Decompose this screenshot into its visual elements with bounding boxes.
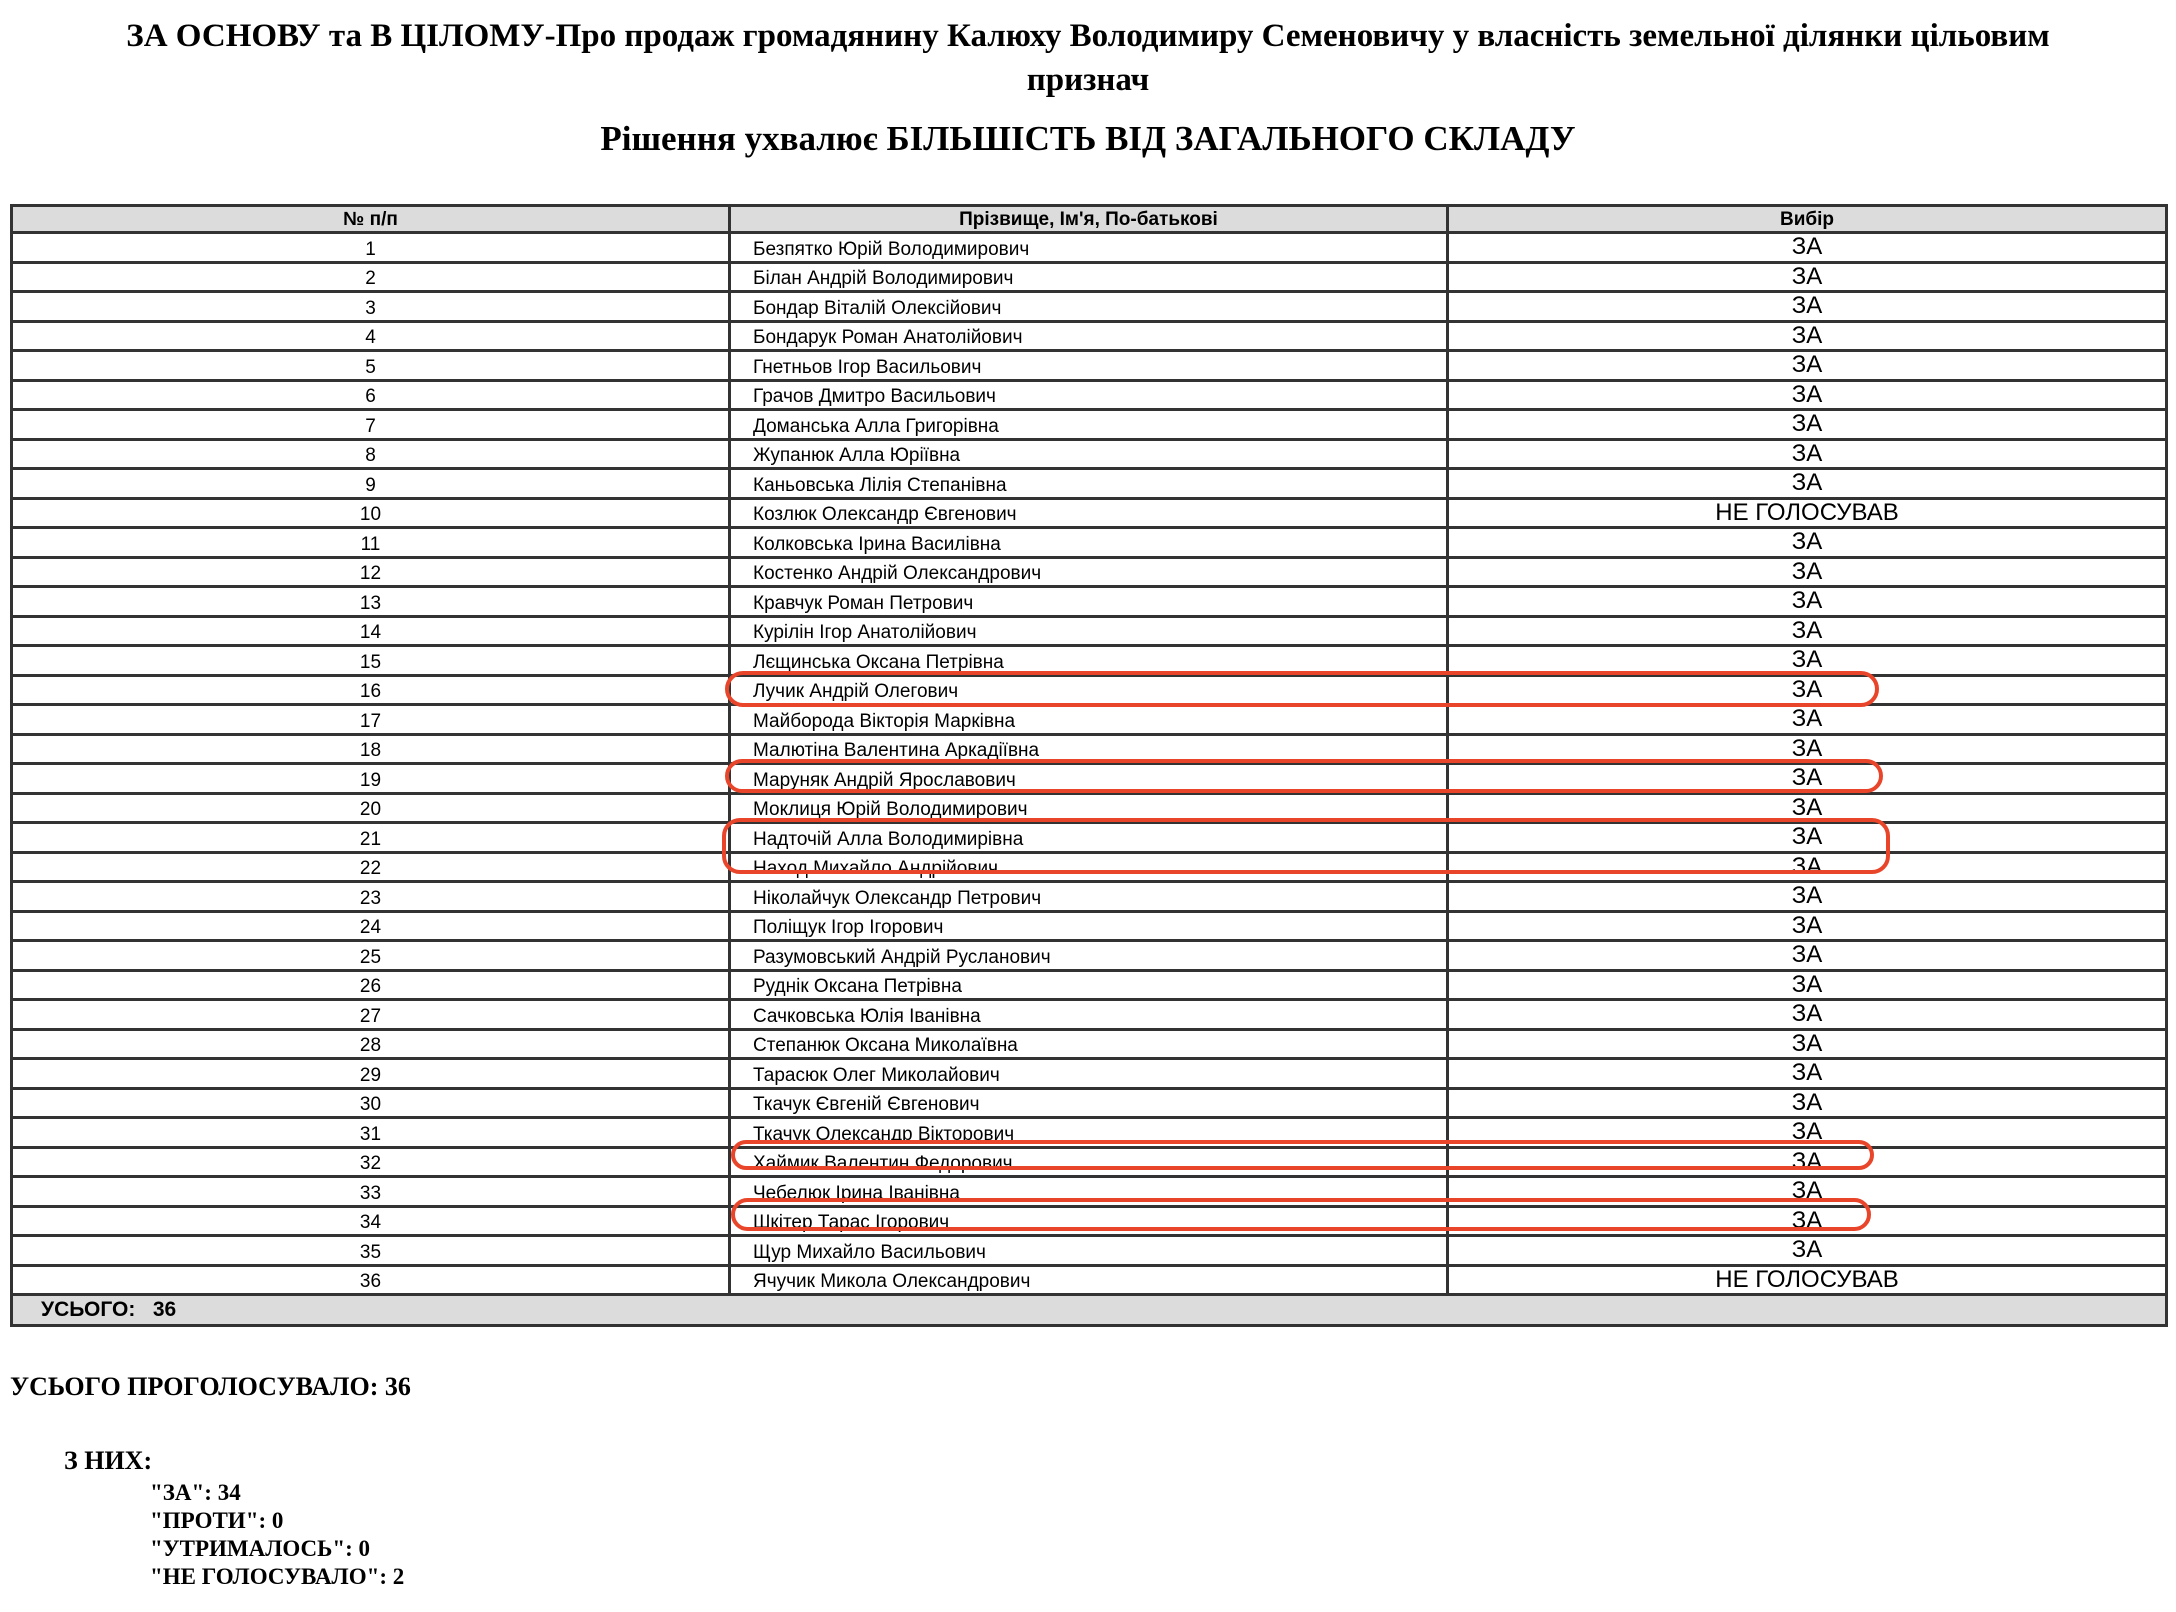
row-number: 8 (12, 439, 730, 469)
table-row (12, 469, 2167, 499)
table-row (12, 439, 2167, 469)
stat-proty: "ПРОТИ": 0 (150, 1508, 284, 1533)
row-number: 4 (12, 321, 730, 351)
deputy-name: Безпятко Юрій Володимирович (730, 233, 1448, 263)
table-row (12, 410, 2167, 440)
stat-za: "ЗА": 34 (150, 1480, 241, 1505)
resolution-title: ЗА ОСНОВУ та В ЦІЛОМУ-Про продаж громадянину Калюху Володимиру Семеновичу у власність земельної ділянки цільовим (126, 18, 2050, 54)
table-row (12, 292, 2167, 322)
row-number: 16 (12, 675, 730, 705)
table-row (12, 1088, 2167, 1118)
table-row (12, 351, 2167, 381)
row-number: 33 (12, 1177, 730, 1207)
vote-choice: ЗА (1448, 616, 2167, 646)
deputy-name: Жупанюк Алла Юріївна (730, 439, 1448, 469)
vote-choice: ЗА (1448, 380, 2167, 410)
deputy-name: Майборода Вікторія Марківна (730, 705, 1448, 735)
deputy-name: Шкітер Тарас Ігорович (730, 1206, 1448, 1236)
row-number: 10 (12, 498, 730, 528)
deputy-name: Курілін Ігор Анатолійович (730, 616, 1448, 646)
deputy-name: Моклиця Юрій Володимирович (730, 793, 1448, 823)
vote-choice: ЗА (1448, 410, 2167, 440)
row-number: 36 (12, 1265, 730, 1295)
table-header-row (12, 206, 2167, 233)
deputy-name: Ткачук Євгеній Євгенович (730, 1088, 1448, 1118)
resolution-title-continued: признач (1026, 62, 1150, 98)
vote-choice: ЗА (1448, 321, 2167, 351)
total-count: УСЬОГО: 36 (12, 1295, 2167, 1326)
deputy-name: Лєщинська Оксана Петрівна (730, 646, 1448, 676)
row-number: 17 (12, 705, 730, 735)
deputy-name: Маруняк Андрій Ярославович (730, 764, 1448, 794)
table-row (12, 498, 2167, 528)
vote-choice: ЗА (1448, 734, 2167, 764)
table-row (12, 528, 2167, 558)
vote-choice: ЗА (1448, 528, 2167, 558)
vote-choice: ЗА (1448, 705, 2167, 735)
row-number: 5 (12, 351, 730, 381)
vote-choice: ЗА (1448, 262, 2167, 292)
row-number: 25 (12, 941, 730, 971)
vote-choice: ЗА (1448, 557, 2167, 587)
highlight-oval-row-34 (731, 1198, 1871, 1231)
table-row (12, 1059, 2167, 1089)
table-row (12, 882, 2167, 912)
deputy-name: Щур Михайло Васильович (730, 1236, 1448, 1266)
row-number: 6 (12, 380, 730, 410)
deputy-name: Білан Андрій Володимирович (730, 262, 1448, 292)
row-number: 35 (12, 1236, 730, 1266)
vote-choice: ЗА (1448, 970, 2167, 1000)
table-row (12, 587, 2167, 617)
row-number: 2 (12, 262, 730, 292)
row-number: 34 (12, 1206, 730, 1236)
vote-choice: ЗА (1448, 852, 2167, 882)
deputy-name: Сачковська Юлія Іванівна (730, 1000, 1448, 1030)
deputy-name: Каньовська Лілія Степанівна (730, 469, 1448, 499)
deputy-name: Хаймик Валентин Федорович (730, 1147, 1448, 1177)
of-them-label: З НИХ: (64, 1446, 153, 1475)
row-number: 15 (12, 646, 730, 676)
row-number: 23 (12, 882, 730, 912)
vote-choice: НЕ ГОЛОСУВАВ (1448, 1265, 2167, 1295)
vote-choice: ЗА (1448, 439, 2167, 469)
deputy-name: Ніколайчук Олександр Петрович (730, 882, 1448, 912)
highlight-oval-rows-21-22 (722, 818, 1890, 874)
vote-choice: ЗА (1448, 1177, 2167, 1207)
row-number: 24 (12, 911, 730, 941)
vote-choice: ЗА (1448, 882, 2167, 912)
deputy-name: Наход Михайло Андрійович (730, 852, 1448, 882)
vote-choice: ЗА (1448, 587, 2167, 617)
deputy-name: Колковська Ірина Василівна (730, 528, 1448, 558)
vote-choice: ЗА (1448, 1118, 2167, 1148)
vote-choice: ЗА (1448, 1236, 2167, 1266)
row-number: 26 (12, 970, 730, 1000)
table-row (12, 1000, 2167, 1030)
row-number: 13 (12, 587, 730, 617)
highlight-oval-row-32 (731, 1140, 1874, 1170)
table-row (12, 941, 2167, 971)
stat-utrymalos: "УТРИМАЛОСЬ": 0 (150, 1536, 371, 1561)
row-number: 11 (12, 528, 730, 558)
row-number: 21 (12, 823, 730, 853)
row-number: 18 (12, 734, 730, 764)
deputy-name: Чебелюк Ірина Іванівна (730, 1177, 1448, 1207)
table-row (12, 262, 2167, 292)
row-number: 29 (12, 1059, 730, 1089)
vote-choice: НЕ ГОЛОСУВАВ (1448, 498, 2167, 528)
deputy-name: Разумовський Андрій Русланович (730, 941, 1448, 971)
deputy-name: Гнетньов Ігор Васильович (730, 351, 1448, 381)
deputy-name: Бондарук Роман Анатолійович (730, 321, 1448, 351)
deputy-name: Малютіна Валентина Аркадіївна (730, 734, 1448, 764)
table-row (12, 233, 2167, 263)
vote-choice: ЗА (1448, 351, 2167, 381)
deputy-name: Поліщук Ігор Ігорович (730, 911, 1448, 941)
table-row (12, 1029, 2167, 1059)
deputy-name: Надточій Алла Володимирівна (730, 823, 1448, 853)
row-number: 19 (12, 764, 730, 794)
vote-choice: ЗА (1448, 1147, 2167, 1177)
column-header-choice: Вибір (1448, 206, 2167, 233)
deputy-name: Лучик Андрій Олегович (730, 675, 1448, 705)
deputy-name: Кравчук Роман Петрович (730, 587, 1448, 617)
vote-choice: ЗА (1448, 764, 2167, 794)
column-header-number: № п/п (12, 206, 730, 233)
deputy-name: Костенко Андрій Олександрович (730, 557, 1448, 587)
row-number: 27 (12, 1000, 730, 1030)
row-number: 14 (12, 616, 730, 646)
row-number: 7 (12, 410, 730, 440)
vote-choice: ЗА (1448, 941, 2167, 971)
table-row (12, 1236, 2167, 1266)
deputy-name: Доманська Алла Григорівна (730, 410, 1448, 440)
decision-rule: Рішення ухвалює БІЛЬШІСТЬ ВІД ЗАГАЛЬНОГО СКЛАДУ (600, 119, 1576, 158)
row-number: 20 (12, 793, 730, 823)
row-number: 30 (12, 1088, 730, 1118)
vote-choice: ЗА (1448, 1029, 2167, 1059)
highlight-oval-row-19 (725, 759, 1883, 793)
vote-choice: ЗА (1448, 1088, 2167, 1118)
stat-ne-golosuvalo: "НЕ ГОЛОСУВАЛО": 2 (150, 1564, 405, 1589)
row-number: 22 (12, 852, 730, 882)
table-row (12, 616, 2167, 646)
row-number: 9 (12, 469, 730, 499)
deputy-name: Грачов Дмитро Васильович (730, 380, 1448, 410)
total-voted: УСЬОГО ПРОГОЛОСУВАЛО: 36 (10, 1372, 411, 1401)
row-number: 28 (12, 1029, 730, 1059)
vote-choice: ЗА (1448, 233, 2167, 263)
row-number: 32 (12, 1147, 730, 1177)
deputy-name: Бондар Віталій Олексійович (730, 292, 1448, 322)
vote-choice: ЗА (1448, 646, 2167, 676)
vote-choice: ЗА (1448, 823, 2167, 853)
table-row (12, 705, 2167, 735)
table-row (12, 321, 2167, 351)
deputy-name: Ячучик Микола Олександрович (730, 1265, 1448, 1295)
vote-choice: ЗА (1448, 469, 2167, 499)
vote-choice: ЗА (1448, 1000, 2167, 1030)
table-row (12, 557, 2167, 587)
row-number: 3 (12, 292, 730, 322)
deputy-name: Руднік Оксана Петрівна (730, 970, 1448, 1000)
vote-choice: ЗА (1448, 292, 2167, 322)
vote-choice: ЗА (1448, 1206, 2167, 1236)
deputy-name: Ткачук Олександр Вікторович (730, 1118, 1448, 1148)
row-number: 1 (12, 233, 730, 263)
row-number: 31 (12, 1118, 730, 1148)
highlight-oval-row-16 (725, 671, 1879, 707)
vote-choice: ЗА (1448, 793, 2167, 823)
table-row (12, 911, 2167, 941)
table-row (12, 380, 2167, 410)
vote-choice: ЗА (1448, 911, 2167, 941)
table-row (12, 970, 2167, 1000)
deputy-name: Тарасюк Олег Миколайович (730, 1059, 1448, 1089)
table-total-row (12, 1295, 2167, 1326)
column-header-name: Прізвище, Ім'я, По-батькові (730, 206, 1448, 233)
deputy-name: Козлюк Олександр Євгенович (730, 498, 1448, 528)
table-row (12, 1265, 2167, 1295)
deputy-name: Степанюк Оксана Миколаївна (730, 1029, 1448, 1059)
row-number: 12 (12, 557, 730, 587)
vote-choice: ЗА (1448, 675, 2167, 705)
vote-choice: ЗА (1448, 1059, 2167, 1089)
